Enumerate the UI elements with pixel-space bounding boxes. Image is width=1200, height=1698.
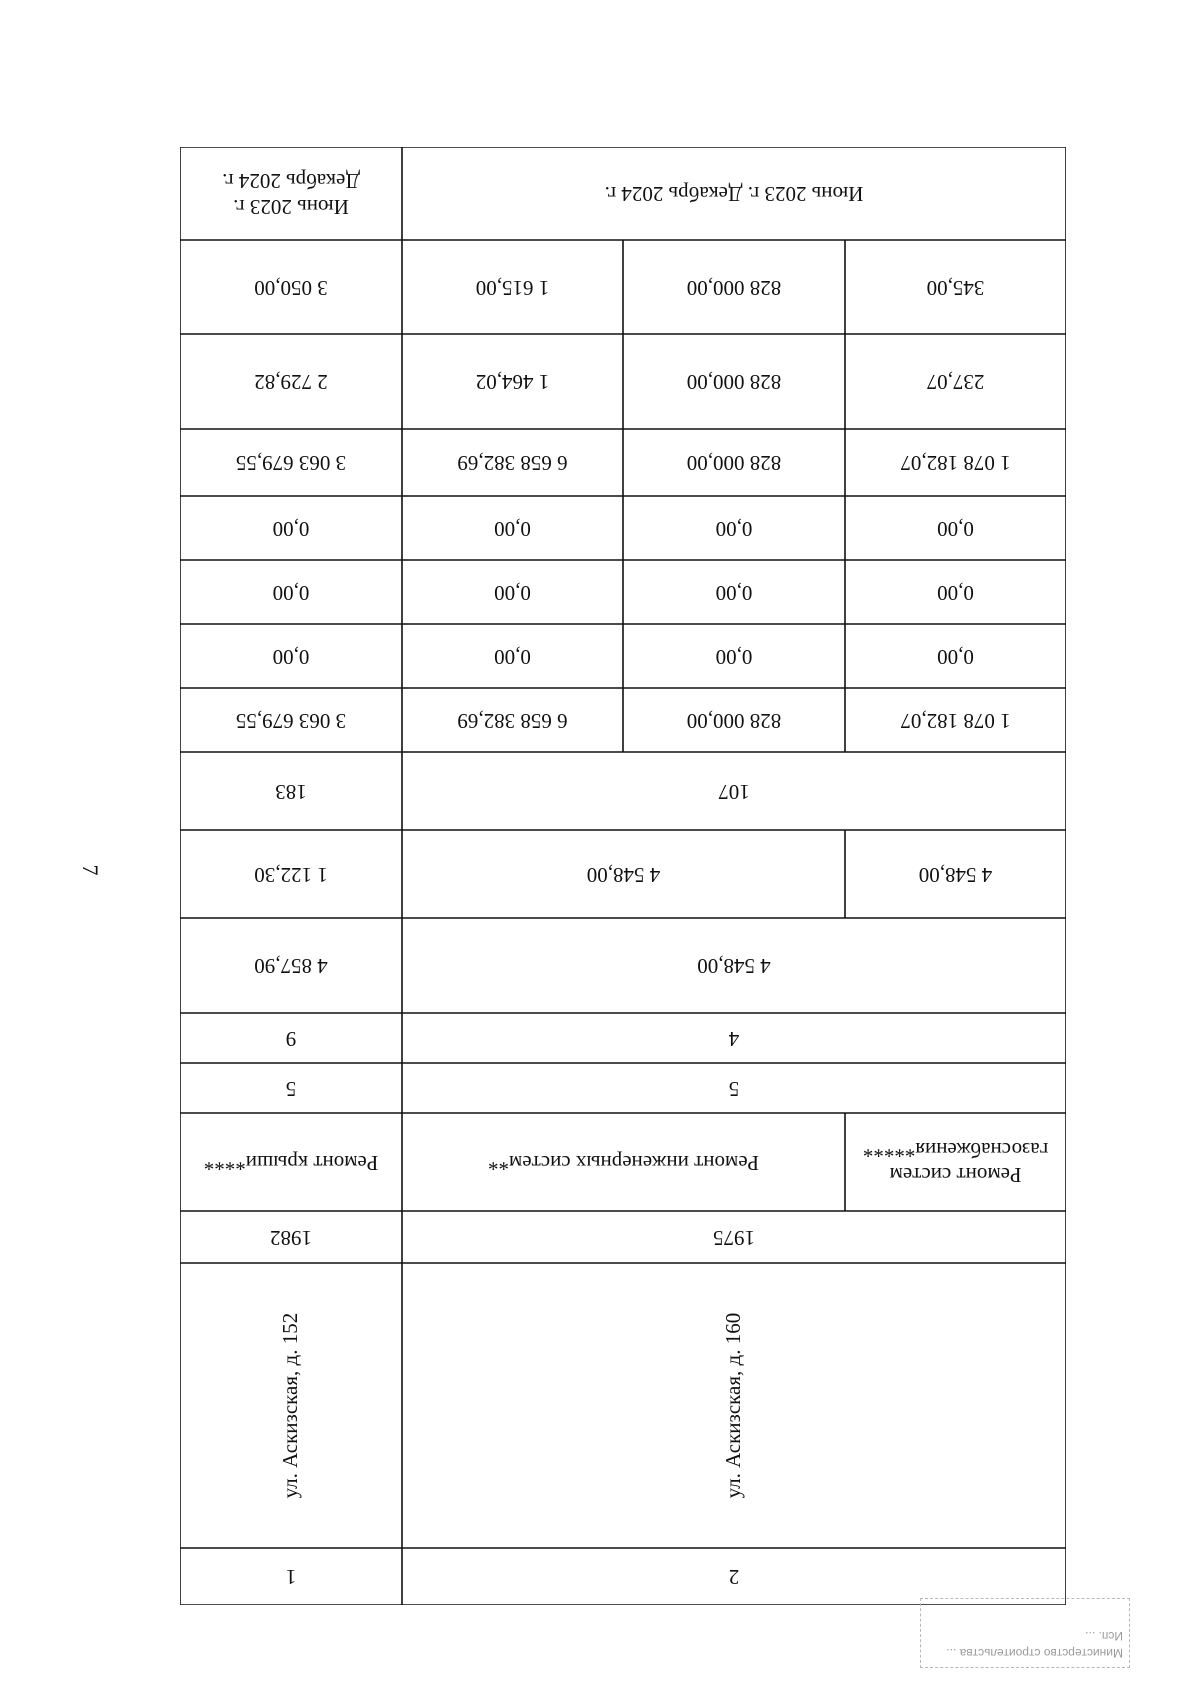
year-row2: 1975 bbox=[713, 1225, 755, 1250]
col6-row2: 4 bbox=[728, 1026, 740, 1051]
unit-cost-row2-b: 828 000,00 bbox=[686, 370, 782, 395]
cost-fund-row2-b: 0,00 bbox=[715, 644, 753, 669]
unit-limit-row1: 3 050,00 bbox=[254, 275, 328, 300]
cost-total-row2-c: 1 078 182,07 bbox=[900, 708, 1011, 733]
address-row1: ул. Аскизская, д. 152 bbox=[278, 1312, 303, 1499]
cost-fund-row1: 0,00 bbox=[272, 644, 310, 669]
area-total-row1: 4 857,90 bbox=[254, 954, 328, 979]
work-type-row2-b: Ремонт систем газоснабжения***** bbox=[862, 1138, 1049, 1188]
unit-cost-row1: 2 729,82 bbox=[254, 370, 328, 395]
area-living-row1: 1 122,30 bbox=[254, 862, 328, 887]
cost-owners-row2-c: 0,00 bbox=[937, 516, 974, 541]
deadline-row2: Июнь 2023 г. Декабрь 2024 г. bbox=[604, 182, 864, 207]
cost-other-row2-c: 1 078 182,07 bbox=[900, 451, 1011, 476]
cost-budget-row2-c: 0,00 bbox=[937, 580, 974, 605]
row-number-2: 2 bbox=[728, 1565, 740, 1590]
cost-budget-row1: 0,00 bbox=[272, 580, 310, 605]
work-type-row1: Ремонт крыши**** bbox=[203, 1150, 379, 1175]
deadline-row1: Июнь 2023 г. Декабрь 2024 г. bbox=[222, 169, 360, 219]
cost-owners-row2-b: 0,00 bbox=[715, 516, 753, 541]
cost-fund-row2-a: 0,00 bbox=[494, 644, 531, 669]
registration-stamp: Министерство строительства ... Исп. ... bbox=[920, 1598, 1130, 1668]
col5-row1: 5 bbox=[285, 1076, 297, 1101]
area-living-row2-a: 4 548,00 bbox=[586, 862, 661, 887]
cost-budget-row2-b: 0,00 bbox=[715, 580, 753, 605]
cost-total-row2-a: 6 658 382,69 bbox=[457, 708, 568, 733]
unit-limit-row2-b: 828 000,00 bbox=[686, 275, 782, 300]
cost-other-row1: 3 063 679,55 bbox=[235, 451, 347, 476]
col5-row2: 5 bbox=[728, 1076, 740, 1101]
unit-cost-row2-c: 237,07 bbox=[926, 370, 985, 395]
row-number-1: 1 bbox=[285, 1565, 297, 1590]
address-row2: ул. Аскизская, д. 160 bbox=[721, 1312, 746, 1499]
cost-budget-row2-a: 0,00 bbox=[494, 580, 531, 605]
area-living-row2-b: 4 548,00 bbox=[918, 862, 993, 887]
cost-total-row2-b: 828 000,00 bbox=[686, 708, 782, 733]
residents-row2: 107 bbox=[718, 779, 750, 804]
unit-cost-row2-a: 1 464,02 bbox=[475, 370, 550, 395]
page-number: 7 bbox=[78, 864, 103, 876]
cost-owners-row1: 0,00 bbox=[272, 516, 310, 541]
cost-other-row2-a: 6 658 382,69 bbox=[457, 451, 568, 476]
unit-limit-row2-a: 1 615,00 bbox=[475, 275, 550, 300]
unit-limit-row2-c: 345,00 bbox=[926, 275, 985, 300]
cost-other-row2-b: 828 000,00 bbox=[686, 451, 782, 476]
year-row1: 1982 bbox=[270, 1225, 312, 1250]
works-table bbox=[180, 147, 1066, 1605]
cost-owners-row2-a: 0,00 bbox=[494, 516, 531, 541]
cost-total-row1: 3 063 679,55 bbox=[235, 708, 347, 733]
col6-row1: 9 bbox=[285, 1026, 297, 1051]
residents-row1: 183 bbox=[275, 779, 307, 804]
area-total-row2: 4 548,00 bbox=[697, 954, 771, 979]
work-type-row2-a: Ремонт инженерных систем** bbox=[487, 1150, 760, 1175]
cost-fund-row2-c: 0,00 bbox=[937, 644, 974, 669]
